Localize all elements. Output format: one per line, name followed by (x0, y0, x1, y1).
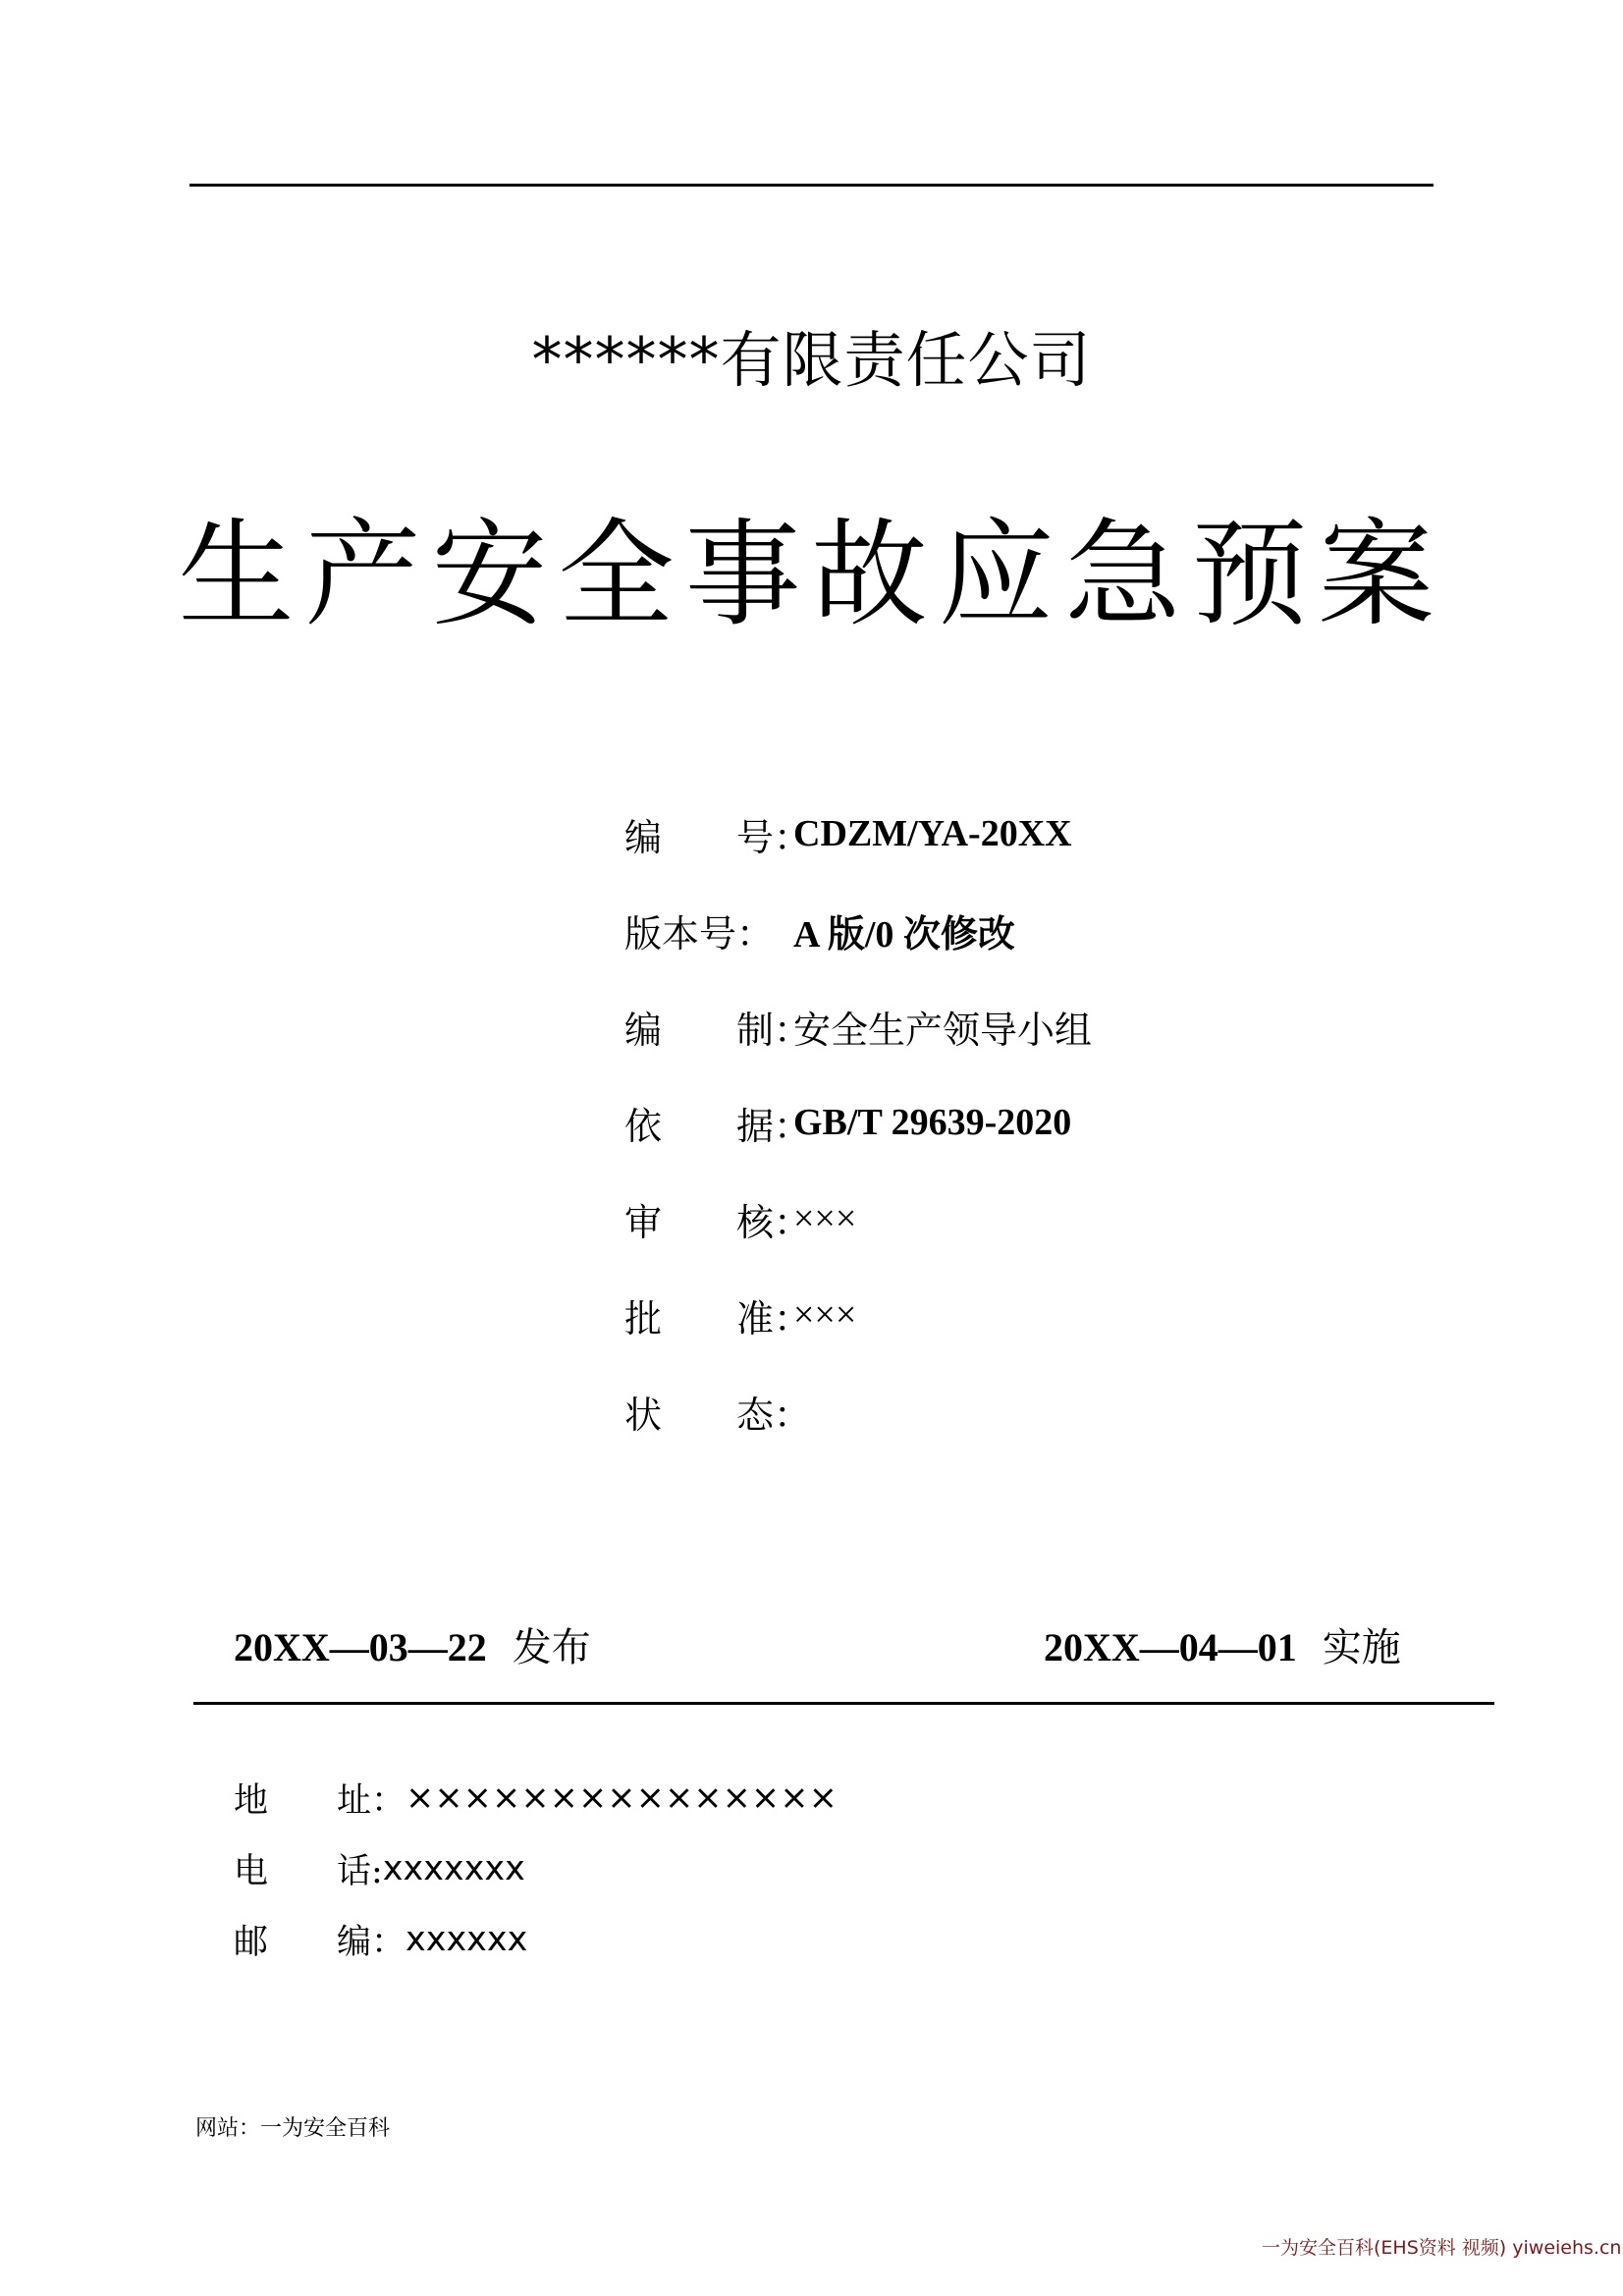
contact-label: 邮 编： (234, 1923, 406, 1962)
contact-row-address (234, 1763, 838, 1833)
info-value: ××× (793, 1198, 857, 1239)
contact-label: 地 址： (234, 1781, 406, 1821)
contact-label: 电 话: (234, 1852, 383, 1891)
effective-date-value: 20XX—04—01 (1044, 1625, 1297, 1669)
info-label: 审 核： (624, 1200, 812, 1244)
info-value: 安全生产领导小组 (793, 1010, 1093, 1052)
issue-date-label: 发布 (512, 1625, 591, 1670)
info-value: GB/T 29639-2020 (793, 1102, 1072, 1143)
info-row-status (624, 1363, 1092, 1459)
contact-value: xxxxxx (406, 1920, 528, 1959)
info-label: 批 准： (624, 1296, 812, 1340)
contact-block (234, 1763, 838, 1975)
contact-value: ××××××××××××××× (406, 1778, 838, 1818)
info-value: CDZM/YA-20XX (793, 813, 1072, 854)
info-label: 编 号： (624, 815, 812, 859)
info-label: 编 制： (624, 1008, 812, 1052)
contact-value: xxxxxxx (382, 1849, 525, 1888)
footer-website: 网站：一为安全百科 (195, 2116, 391, 2141)
effective-date (1044, 1618, 1401, 1677)
info-row-version (624, 882, 1092, 978)
document-info-block (624, 786, 1092, 1459)
info-label: 状 态： (624, 1393, 812, 1437)
info-label: 依 据： (624, 1104, 812, 1148)
issue-date (234, 1618, 591, 1677)
contact-row-postal (234, 1904, 838, 1975)
info-row-approver (624, 1267, 1092, 1363)
contact-row-phone (234, 1833, 838, 1904)
effective-date-label: 实施 (1322, 1625, 1401, 1670)
issue-date-value: 20XX—03—22 (234, 1625, 487, 1669)
info-row-compiler (624, 978, 1092, 1074)
document-title: 生产安全事故应急预案 (178, 507, 1445, 642)
info-value: ××× (793, 1294, 857, 1336)
info-label: 版本号： (624, 911, 775, 956)
company-name: ******有限责任公司 (531, 324, 1092, 396)
info-row-reviewer (624, 1171, 1092, 1267)
info-value: A 版/0 次修改 (793, 913, 1015, 956)
top-rule (189, 184, 1434, 187)
bottom-rule (193, 1702, 1494, 1705)
watermark: 一为安全百科(EHS资料 视频) yiweiehs.cn (1262, 2237, 1622, 2259)
info-row-basis (624, 1074, 1092, 1171)
info-row-number (624, 786, 1092, 882)
